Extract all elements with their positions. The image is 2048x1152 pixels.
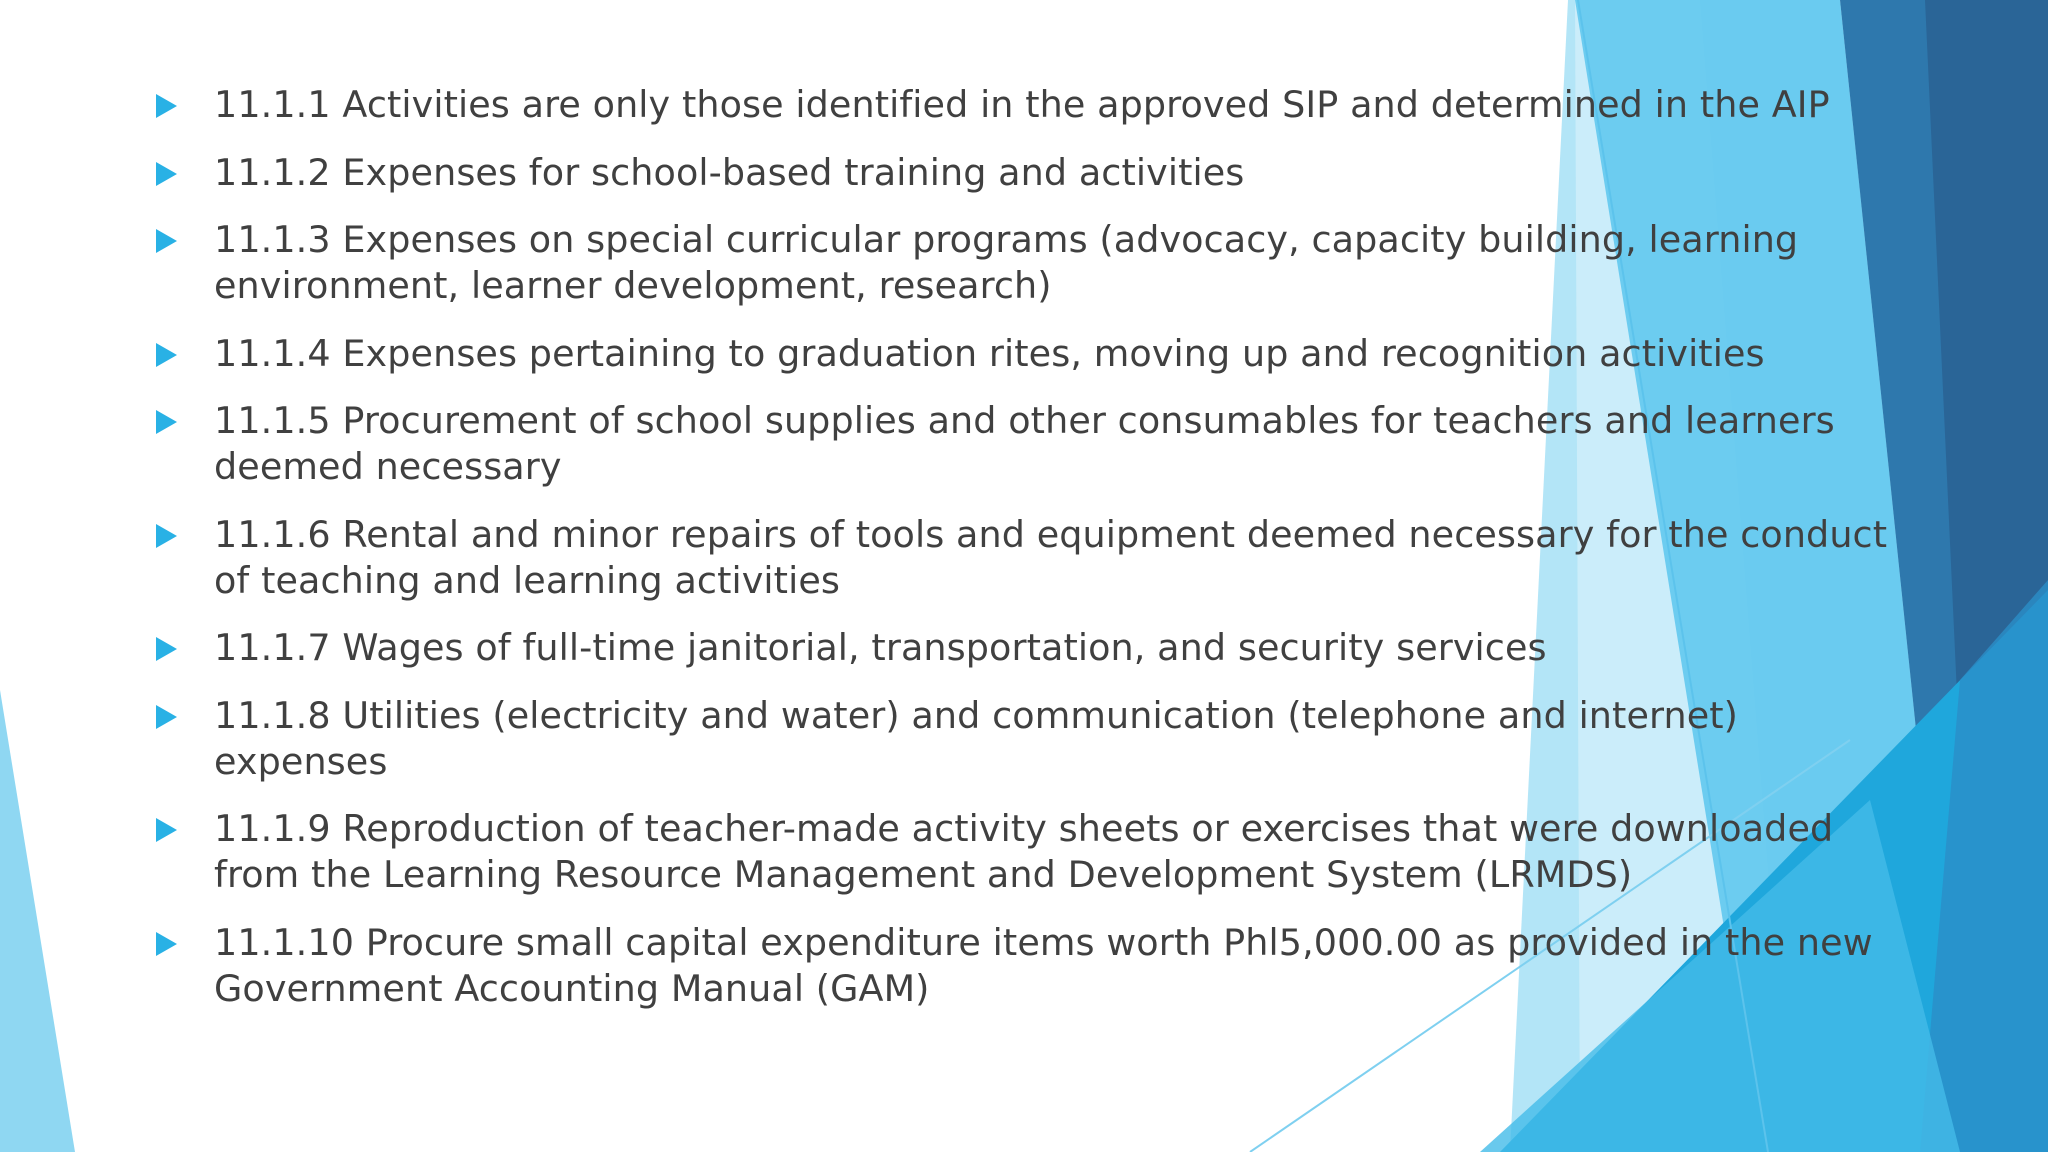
list-item-text: 11.1.10 Procure small capital expenditure items worth Phl5,000.00 as provided in the new Government Accounting Manual (GAM) [214, 920, 1873, 1010]
triangle-right-icon [156, 229, 177, 253]
list-item-text: 11.1.1 Activities are only those identified in the approved SIP and determined in the AIP [214, 83, 1830, 126]
list-item [156, 625, 1916, 671]
list-item [156, 217, 1916, 309]
list-item [156, 82, 1916, 128]
triangle-right-icon [156, 410, 177, 434]
list-item [156, 398, 1916, 490]
triangle-right-icon [156, 94, 177, 118]
list-item-text: 11.1.5 Procurement of school supplies and other consumables for teachers and learners deemed necessary [214, 399, 1835, 488]
triangle-right-icon [156, 162, 177, 186]
triangle-right-icon [156, 705, 177, 729]
list-item [156, 512, 1916, 604]
list-item-text: 11.1.3 Expenses on special curricular programs (advocacy, capacity building, learning environment, learner development, research) [214, 218, 1799, 307]
list-item-text: 11.1.4 Expenses pertaining to graduation rites, moving up and recognition activities [214, 331, 1765, 375]
triangle-right-icon [156, 818, 177, 842]
list-item [156, 150, 1916, 196]
triangle-right-icon [156, 932, 177, 956]
triangle-right-icon [156, 343, 177, 367]
list-item-text: 11.1.9 Reproduction of teacher-made activity sheets or exercises that were downloaded from the Learning Resource Management and Development System (LRMDS) [214, 807, 1834, 896]
list-item [156, 331, 1916, 377]
list-item-text: 11.1.2 Expenses for school-based training and activities [214, 150, 1245, 194]
bullet-content [156, 82, 1916, 1033]
triangle-right-icon [156, 524, 177, 548]
left-wedge-shape [0, 690, 75, 1152]
list-item-text: 11.1.8 Utilities (electricity and water) and communication (telephone and internet) expenses [214, 693, 1739, 783]
list-item [156, 806, 1916, 898]
list-item [156, 693, 1916, 785]
list-item-text: 11.1.6 Rental and minor repairs of tools and equipment deemed necessary for the conduct of teaching and learning activities [214, 512, 1888, 602]
list-item-text: 11.1.7 Wages of full-time janitorial, transportation, and security services [214, 626, 1547, 669]
list-item [156, 920, 1916, 1012]
bullet-list [156, 82, 1916, 1012]
triangle-right-icon [156, 637, 177, 661]
